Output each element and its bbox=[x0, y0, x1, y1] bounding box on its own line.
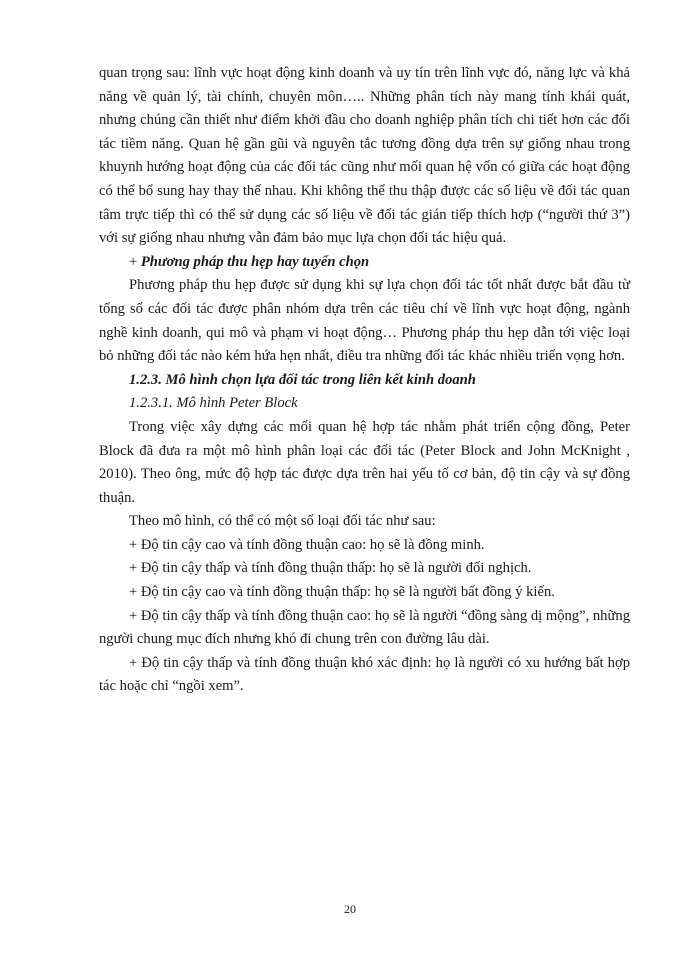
paragraph-peter-block: Trong việc xây dựng các mối quan hệ hợp tác nhằm phát triển cộng đồng, Peter Block đã đưa ra một mô hình phân loại các đối tác (Peter Block and John McKnight , 2010). Theo ông, mức độ hợp tác được dựa trên hai yếu tố cơ bản, độ tin cậy và sự đồng thuận. bbox=[99, 418, 630, 506]
list-item-allies: + Độ tin cậy cao và tính đồng thuận cao: họ sẽ là đồng minh. bbox=[129, 536, 485, 553]
section-heading-1-2-3: 1.2.3. Mô hình chọn lựa đối tác trong liên kết kinh doanh bbox=[129, 371, 476, 388]
bullet-marker: + bbox=[129, 253, 141, 270]
page-body bbox=[99, 62, 630, 699]
paragraph-partner-analysis: quan trọng sau: lĩnh vực hoạt động kinh doanh và uy tín trên lĩnh vực đó, năng lực và khả năng về quản lý, tài chính, chuyên môn….. Những phân tích này mang tính khái quát, nhưng chúng cần thiết như điểm khởi đầu cho doanh nghiệp phân tích chi tiết hơn các đối tác tiềm năng. Quan hệ gần gũi và nguyên tắc tương đồng dựa trên sự giống nhau trong khuynh hướng hoạt động của các đối tác cũng như mối quan hệ vốn có giữa các hoạt động có thể bổ sung hay thay thế nhau. Khi không thể thu thập được các số liệu về đối tác quan tâm trực tiếp thì có thể sử dụng các số liệu về đối tác gián tiếp thích hợp (“người thứ 3”) với sự giống nhau nhưng vẫn đảm bảo mục lựa chọn đối tác hiệu quả. bbox=[99, 65, 630, 247]
paragraph-partner-types-intro: Theo mô hình, có thể có một số loại đối tác như sau: bbox=[129, 513, 436, 530]
list-item-bedfellows: + Độ tin cậy thấp và tính đồng thuận cao: họ sẽ là người “đồng sàng dị mộng”, những người chung mục đích nhưng khó đi chung trên con đường lâu dài. bbox=[99, 607, 630, 648]
list-item-fence-sitters: + Độ tin cậy thấp và tính đồng thuận khó xác định: họ là người có xu hướng bất hợp tác hoặc chỉ “ngồi xem”. bbox=[99, 654, 630, 695]
subsection-heading-1-2-3-1: 1.2.3.1. Mô hình Peter Block bbox=[129, 395, 298, 412]
paragraph-narrowing-method: Phương pháp thu hẹp được sử dụng khi sự lựa chọn đối tác tốt nhất được bắt đầu từ tổng số các đối tác được phân nhóm dựa trên các tiêu chí về lĩnh vực hoạt động, ngành nghề kinh doanh, qui mô và phạm vi hoạt động… Phương pháp thu hẹp dẫn tới việc loại bỏ những đối tác nào kém hứa hẹn nhất, điều tra những đối tác khác nhiều triển vọng hơn. bbox=[99, 277, 630, 365]
heading-narrowing-method-text: Phương pháp thu hẹp hay tuyển chọn bbox=[140, 253, 370, 270]
list-item-adversaries: + Độ tin cậy thấp và tính đồng thuận thấp: họ sẽ là người đối nghịch. bbox=[129, 560, 532, 577]
list-item-dissenters: + Độ tin cậy cao và tính đồng thuận thấp: họ sẽ là người bất đồng ý kiến. bbox=[129, 584, 555, 601]
heading-narrowing-method bbox=[99, 251, 630, 275]
page-number: 20 bbox=[344, 902, 356, 916]
